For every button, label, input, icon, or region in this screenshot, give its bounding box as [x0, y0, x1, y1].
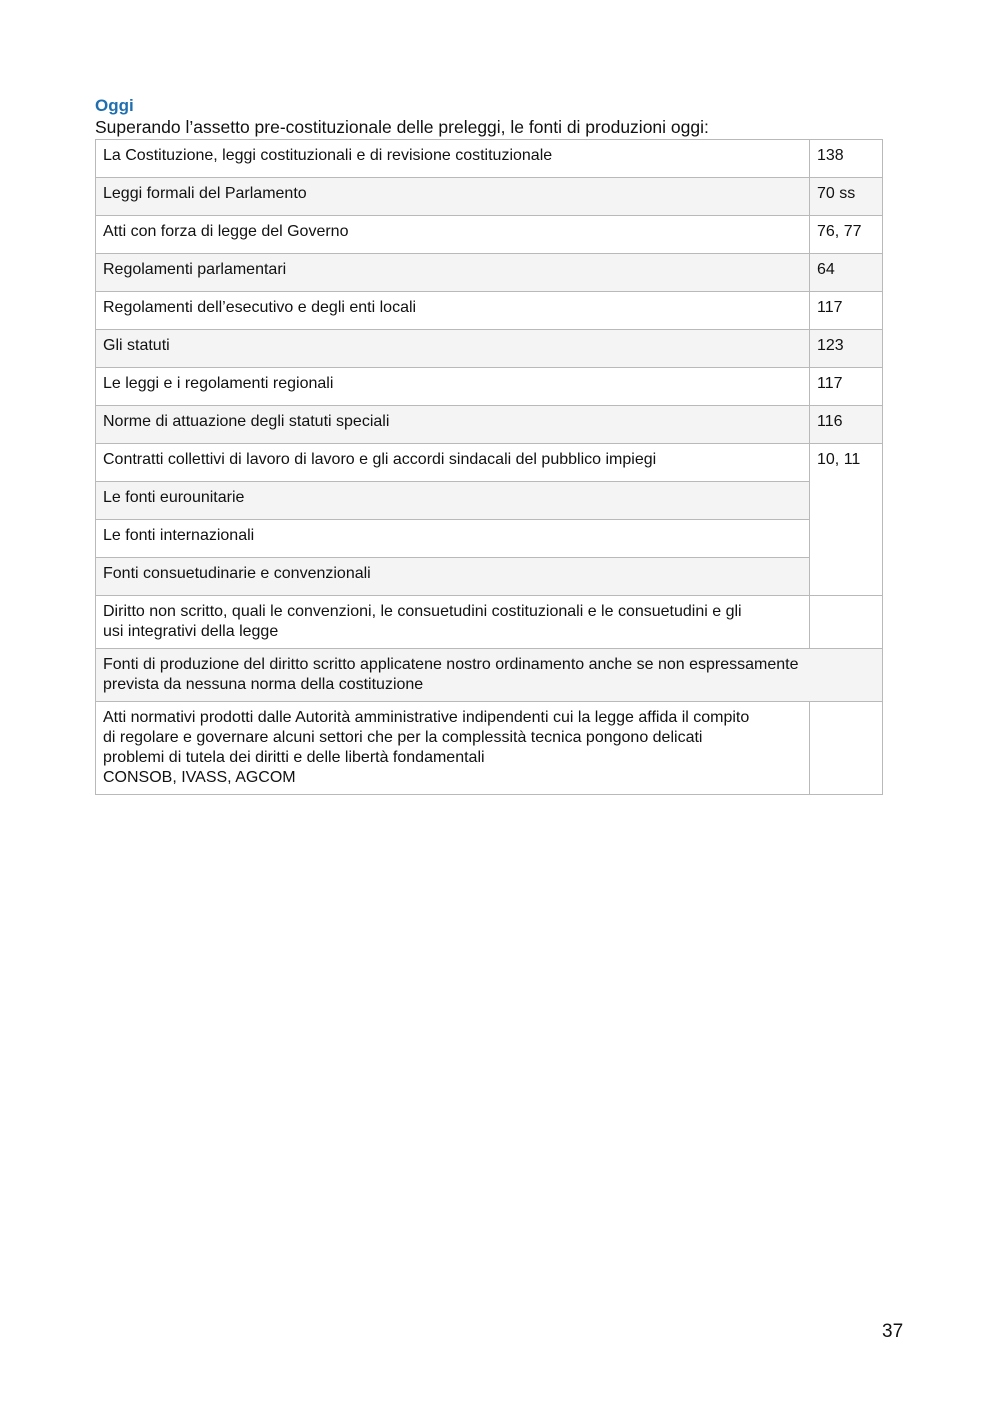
section-heading: Oggi	[95, 96, 134, 115]
table-row	[96, 292, 883, 330]
table-row	[96, 140, 883, 178]
table-row	[96, 254, 883, 292]
source-description: Atti con forza di legge del Governo	[96, 216, 810, 254]
text-line: di regolare e governare alcuni settori che per la complessità tecnica pongono delicati	[103, 729, 703, 746]
page-number: 37	[882, 1321, 904, 1342]
table-row	[96, 702, 883, 795]
sources-table	[95, 139, 883, 795]
source-description: Gli statuti	[96, 330, 810, 368]
text-line: CONSOB, IVASS, AGCOM	[103, 769, 296, 786]
text-line: usi integrativi della legge	[103, 623, 279, 640]
intro-text: Superando l’assetto pre-costituzionale delle preleggi, le fonti di produzioni oggi:	[95, 117, 709, 137]
table-row	[96, 520, 883, 558]
empty-cell	[810, 702, 883, 795]
source-description: Leggi formali del Parlamento	[96, 178, 810, 216]
source-description: Le leggi e i regolamenti regionali	[96, 368, 810, 406]
written-law-note	[96, 649, 883, 702]
text-line: Fonti di produzione del diritto scritto applicatene nostro ordinamento anche se non espressamente	[103, 656, 799, 673]
table-row	[96, 558, 883, 596]
article-reference: 123	[810, 330, 883, 368]
source-description: La Costituzione, leggi costituzionali e di revisione costituzionale	[96, 140, 810, 178]
article-reference: 116	[810, 406, 883, 444]
table-row	[96, 368, 883, 406]
source-description: Regolamenti dell’esecutivo e degli enti locali	[96, 292, 810, 330]
text-line: Atti normativi prodotti dalle Autorità amministrative indipendenti cui la legge affida il compito	[103, 709, 750, 726]
source-description: Norme di attuazione degli statuti speciali	[96, 406, 810, 444]
text-line: Diritto non scritto, quali le convenzioni, le consuetudini costituzionali e le consuetudini e gli	[103, 603, 742, 620]
article-reference: 117	[810, 292, 883, 330]
table-row	[96, 596, 883, 649]
table-row	[96, 649, 883, 702]
table-row	[96, 444, 883, 482]
article-reference: 10, 11	[810, 444, 883, 596]
table-row	[96, 178, 883, 216]
empty-cell	[810, 596, 883, 649]
article-reference: 64	[810, 254, 883, 292]
article-reference: 70 ss	[810, 178, 883, 216]
table-row	[96, 330, 883, 368]
source-description: Le fonti internazionali	[96, 520, 810, 558]
source-description: Regolamenti parlamentari	[96, 254, 810, 292]
source-description: Fonti consuetudinarie e convenzionali	[96, 558, 810, 596]
unwritten-law-description	[96, 596, 810, 649]
table-row	[96, 482, 883, 520]
source-description: Le fonti eurounitarie	[96, 482, 810, 520]
table-row	[96, 216, 883, 254]
table-row	[96, 406, 883, 444]
authorities-description	[96, 702, 810, 795]
article-reference: 138	[810, 140, 883, 178]
text-line: problemi di tutela dei diritti e delle libertà fondamentali	[103, 749, 485, 766]
article-reference: 117	[810, 368, 883, 406]
text-line: prevista da nessuna norma della costituzione	[103, 676, 424, 693]
source-description: Contratti collettivi di lavoro di lavoro e gli accordi sindacali del pubblico impiegi	[96, 444, 810, 482]
article-reference: 76, 77	[810, 216, 883, 254]
